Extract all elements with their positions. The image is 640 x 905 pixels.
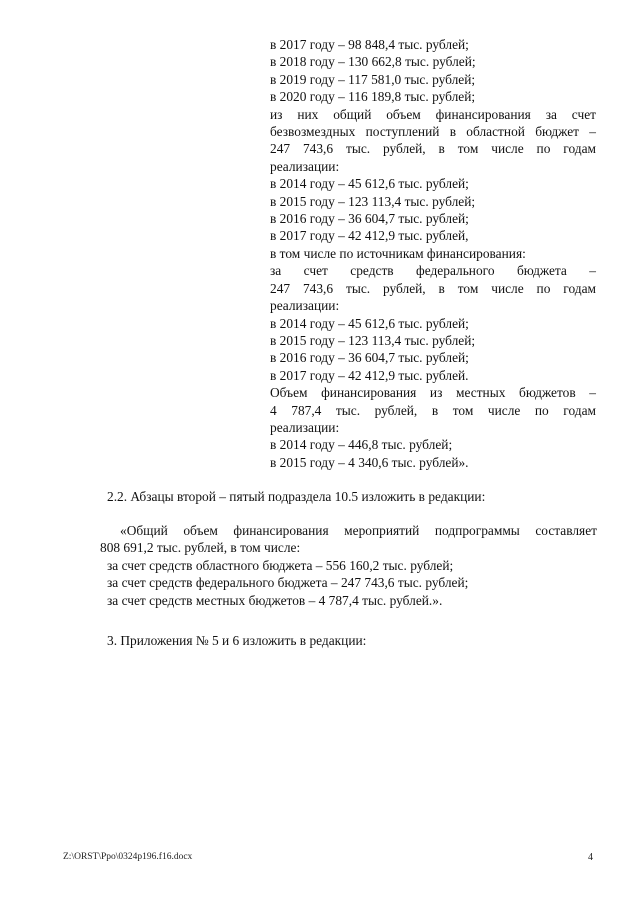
column-line: в 2018 году – 130 662,8 тыс. рублей; (270, 54, 476, 70)
column-line: в 2019 году – 117 581,0 тыс. рублей; (270, 71, 476, 87)
column-line: в 2017 году – 98 848,4 тыс. рублей; (270, 37, 469, 52)
column-line: в 2014 году – 45 612,6 тыс. рублей; (270, 315, 469, 331)
quote-line: за счет средств местных бюджетов – 4 787,4 тыс. рублей.». (107, 592, 443, 608)
column-line: в 2014 году – 45 612,6 тыс. рублей; (270, 176, 469, 192)
quote-line: за счет средств федерального бюджета – 247 743,6 тыс. рублей; (107, 575, 469, 591)
column-line: 247 743,6 тыс. рублей, в том числе по годам (270, 280, 596, 296)
column-line: безвозмездных поступлений в областной бюджет – (270, 124, 596, 140)
funding-column (270, 36, 596, 471)
quoted-paragraph (100, 522, 597, 609)
column-line: в 2017 году – 42 412,9 тыс. рублей. (270, 367, 469, 383)
column-line: в 2016 году – 36 604,7 тыс. рублей; (270, 350, 469, 366)
column-line: в 2014 году – 446,8 тыс. рублей; (270, 437, 453, 453)
quote-line: 808 691,2 тыс. рублей, в том числе: (100, 540, 301, 556)
column-line: в 2015 году – 123 113,4 тыс. рублей; (270, 193, 476, 209)
footer-file-path: Z:\ORST\Ppo\0324p196.f16.docx (63, 852, 193, 862)
column-line: в том числе по источникам финансирования: (270, 245, 526, 261)
quote-line: за счет средств областного бюджета – 556 160,2 тыс. рублей; (107, 557, 454, 573)
column-line: 247 743,6 тыс. рублей, в том числе по годам (270, 141, 596, 157)
column-line: реализации: (270, 158, 340, 174)
column-line: в 2015 году – 123 113,4 тыс. рублей; (270, 332, 476, 348)
column-line: реализации: (270, 298, 340, 314)
column-line: в 2020 году – 116 189,8 тыс. рублей; (270, 89, 476, 105)
column-line: Объем финансирования из местных бюджетов – (270, 385, 596, 401)
paragraph-2-2: 2.2. Абзацы второй – пятый подраздела 10.5 изложить в редакции: (107, 489, 486, 504)
column-line: реализации: (270, 419, 340, 435)
column-line: в 2017 году – 42 412,9 тыс. рублей, (270, 228, 469, 244)
column-line: из них общий объем финансирования за счет (270, 106, 596, 122)
column-line: в 2016 году – 36 604,7 тыс. рублей; (270, 211, 469, 227)
column-line: за счет средств федерального бюджета – (270, 263, 596, 279)
quote-line: «Общий объем финансирования мероприятий подпрограммы составляет (120, 523, 597, 538)
column-line: в 2015 году – 4 340,6 тыс. рублей». (270, 454, 469, 470)
paragraph-3: 3. Приложения № 5 и 6 изложить в редакции: (107, 633, 367, 648)
page-number: 4 (588, 852, 593, 863)
column-line: 4 787,4 тыс. рублей, в том числе по годам (270, 402, 596, 418)
